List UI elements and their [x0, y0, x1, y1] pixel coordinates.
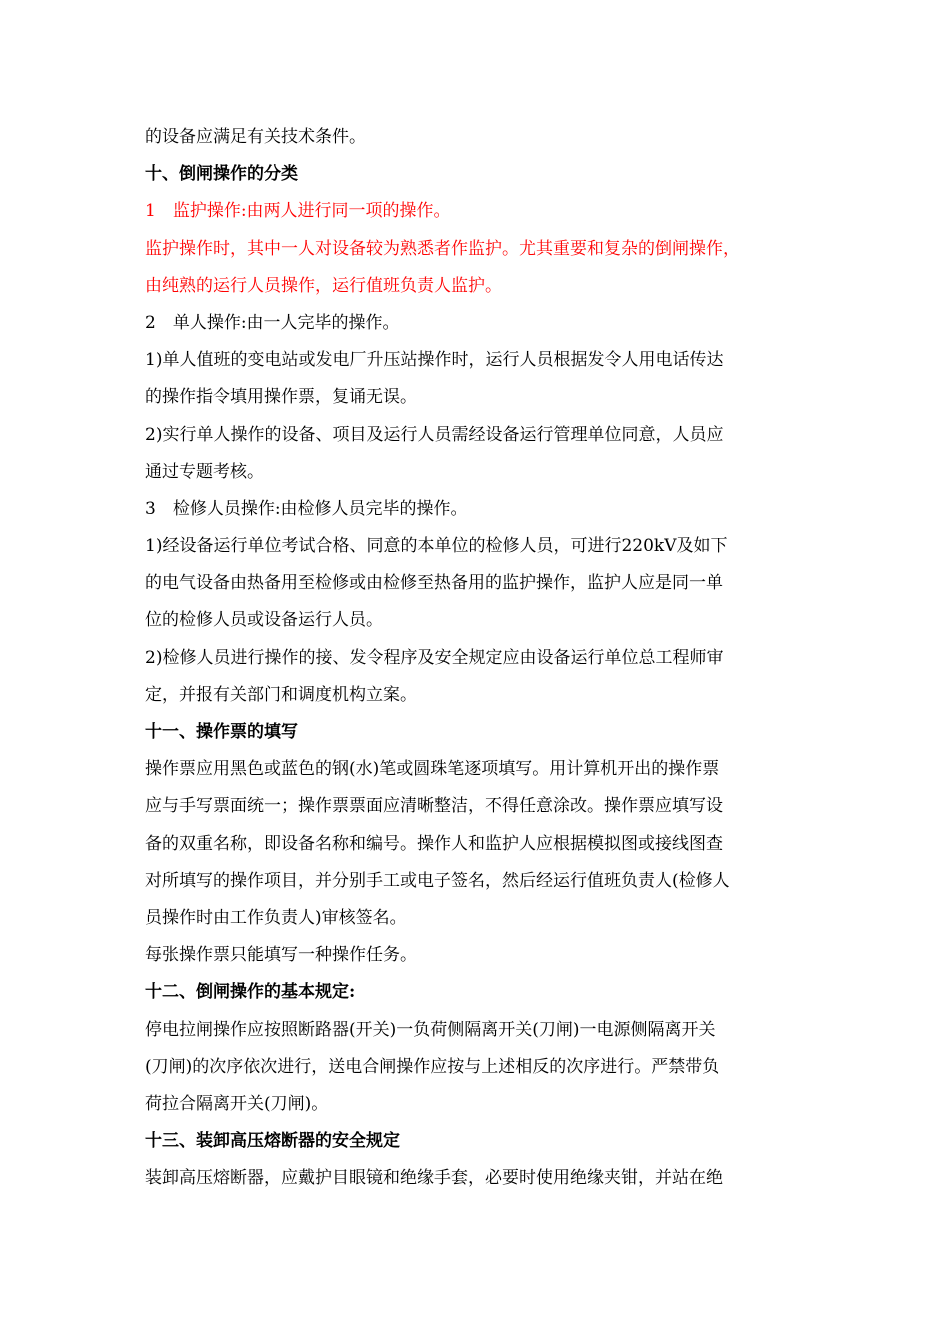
text-line: 2 单人操作:由一人完毕的操作。 — [145, 312, 400, 333]
section-heading-13: 十三、装卸高压熔断器的安全规定 — [145, 1131, 400, 1152]
text-line: 1 监护操作:由两人进行同一项的操作。 — [145, 201, 451, 222]
text-line: 操作票应用黑色或蓝色的钢(水)笔或圆珠笔逐项填写。用计算机开出的操作票 — [145, 759, 720, 780]
text-line: 的设备应满足有关技术条件。 — [145, 127, 366, 147]
text-line: 的电气设备由热备用至检修或由检修至热备用的监护操作，监护人应是同一单 — [145, 573, 723, 594]
document-page — [145, 119, 810, 1197]
text-line: 员操作时由工作负责人)审核签名。 — [145, 907, 407, 928]
text-line: 3 检修人员操作:由检修人员完毕的操作。 — [145, 498, 468, 519]
text-line: 由纯熟的运行人员操作，运行值班负责人监护。 — [145, 275, 502, 296]
text-line: (刀闸)的次序依次进行，送电合闸操作应按与上述相反的次序进行。严禁带负 — [145, 1056, 720, 1077]
section-heading-11: 十一、操作票的填写 — [145, 722, 298, 742]
text-line: 1)单人值班的变电站或发电厂升压站操作时，运行人员根据发令人用电话传达 — [145, 350, 724, 371]
section-heading-10: 十、倒闸操作的分类 — [145, 164, 298, 185]
text-line: 监护操作时，其中一人对设备较为熟悉者作监护。尤其重要和复杂的倒闸操作， — [145, 238, 740, 259]
text-line: 1)经设备运行单位考试合格、同意的本单位的检修人员，可进行220kV及如下 — [145, 536, 728, 557]
text-line: 每张操作票只能填写一种操作任务。 — [145, 945, 417, 966]
section-heading-12: 十二、倒闸操作的基本规定: — [145, 982, 356, 1003]
text-line: 应与手写票面统一；操作票票面应清晰整洁，不得任意涂改。操作票应填写设 — [145, 796, 723, 817]
text-line: 对所填写的操作项目，并分别手工或电子签名，然后经运行值班负责人(检修人 — [145, 870, 730, 891]
text-line: 的操作指令填用操作票，复诵无误。 — [145, 387, 417, 408]
text-line: 装卸高压熔断器，应戴护目眼镜和绝缘手套，必要时使用绝缘夹钳，并站在绝 — [145, 1168, 723, 1189]
text-line: 定，并报有关部门和调度机构立案。 — [145, 684, 417, 705]
text-line: 2)实行单人操作的设备、项目及运行人员需经设备运行管理单位同意，人员应 — [145, 424, 724, 445]
text-line: 停电拉闸操作应按照断路器(开关)一负荷侧隔离开关(刀闸)一电源侧隔离开关 — [145, 1019, 716, 1040]
text-line: 位的检修人员或设备运行人员。 — [145, 610, 383, 631]
text-line: 通过专题考核。 — [145, 461, 264, 482]
text-line: 备的双重名称，即设备名称和编号。操作人和监护人应根据模拟图或接线图查 — [145, 833, 723, 854]
text-line: 荷拉合隔离开关(刀闸)。 — [145, 1093, 329, 1114]
text-line: 2)检修人员进行操作的接、发令程序及安全规定应由设备运行单位总工程师审 — [145, 647, 724, 668]
